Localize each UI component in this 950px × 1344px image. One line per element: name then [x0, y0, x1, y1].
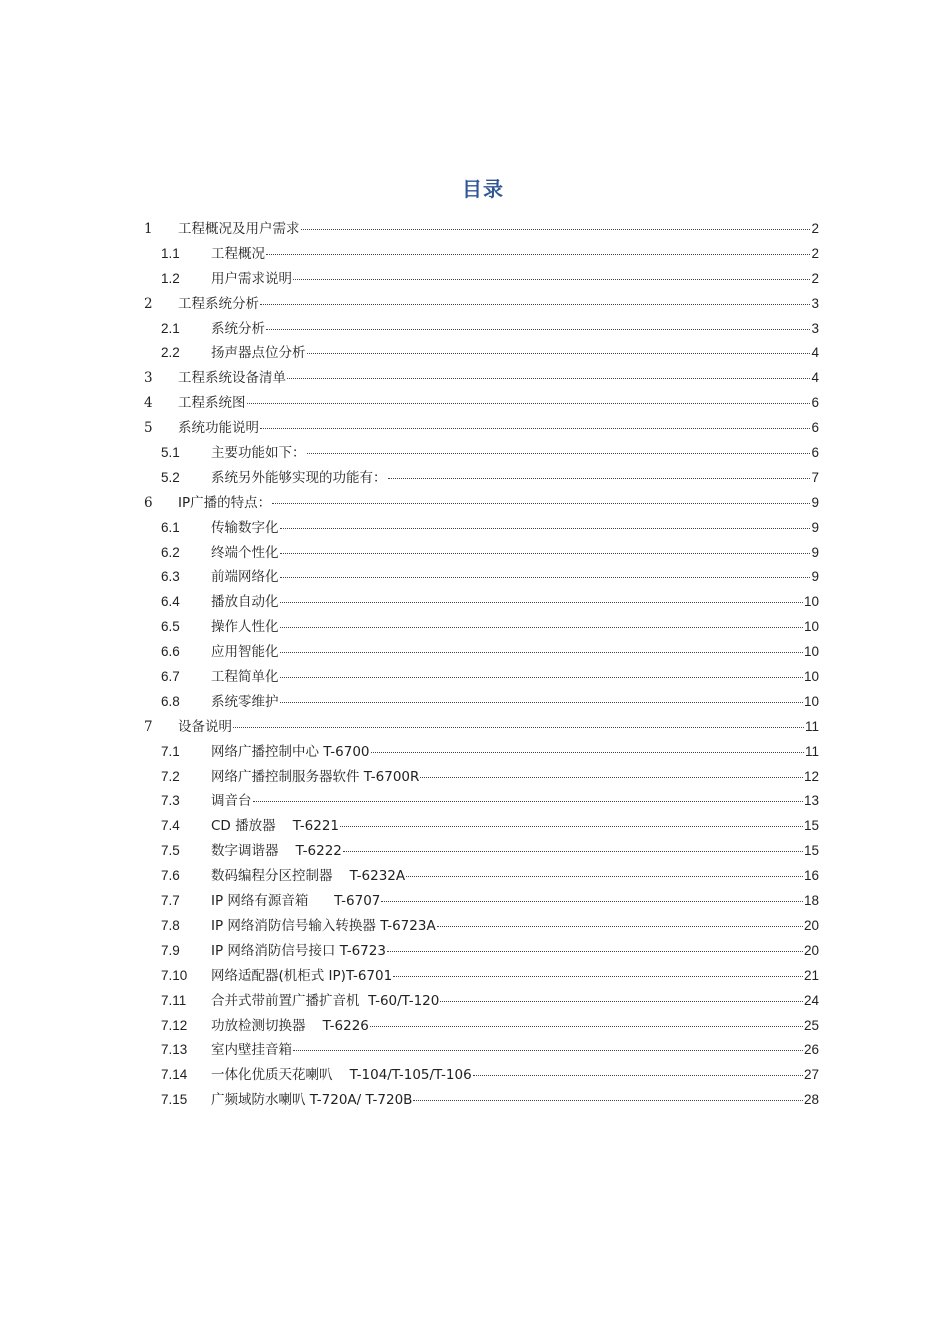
toc-entry[interactable] — [144, 814, 819, 839]
toc-entry-number: 6.4 — [161, 594, 180, 610]
toc-entry[interactable] — [144, 839, 819, 864]
toc-entry[interactable] — [144, 590, 819, 615]
toc-entry-page-number: 11 — [804, 718, 819, 734]
toc-entry[interactable] — [144, 366, 819, 391]
toc-entry-page-number: 24 — [803, 992, 819, 1008]
toc-entry-title: 系统分析 — [211, 320, 265, 337]
toc-entry[interactable] — [144, 516, 819, 541]
toc-entry-number: 7.5 — [161, 843, 180, 859]
toc-entry-title: 网络适配器(机柜式 IP)T-6701 — [211, 967, 393, 984]
dot-leader — [266, 328, 810, 330]
toc-entry-title: 系统功能说明 — [178, 420, 259, 437]
toc-entry-title: IP广播的特点： — [178, 494, 272, 511]
dot-leader — [387, 950, 803, 952]
toc-entry-number: 2 — [144, 295, 153, 312]
toc-entry-page-number: 18 — [803, 893, 819, 909]
dot-leader — [307, 452, 811, 454]
toc-entry-number: 7.8 — [161, 917, 180, 933]
toc-entry-page-number: 9 — [811, 544, 819, 560]
dot-leader — [406, 875, 803, 877]
dot-leader — [293, 1049, 803, 1051]
toc-entry-page-number: 25 — [803, 1017, 819, 1033]
dot-leader — [280, 576, 811, 578]
toc-entry-number: 7.1 — [161, 743, 180, 759]
toc-entry-title: 扬声器点位分析 — [211, 345, 306, 362]
toc-entry[interactable] — [144, 541, 819, 566]
dot-leader — [420, 776, 803, 778]
toc-entry[interactable] — [144, 341, 819, 366]
toc-entry[interactable] — [144, 889, 819, 914]
toc-entry[interactable] — [144, 466, 819, 491]
toc-entry[interactable] — [144, 317, 819, 342]
toc-entry-page-number: 10 — [803, 644, 819, 660]
toc-entry[interactable] — [144, 1014, 819, 1039]
toc-entry[interactable] — [144, 939, 819, 964]
toc-entry-number: 6.3 — [161, 569, 180, 585]
dot-leader — [473, 1074, 803, 1076]
toc-entry[interactable] — [144, 964, 819, 989]
dot-leader — [287, 377, 810, 379]
toc-entry-title: 合并式带前置广播扩音机 T-60/T-120 — [211, 992, 440, 1009]
toc-entry-number: 6.2 — [161, 544, 180, 560]
toc-entry-title: 前端网络化 — [211, 569, 279, 586]
dot-leader — [381, 900, 803, 902]
toc-entry-number: 5.1 — [161, 445, 180, 461]
toc-entry[interactable] — [144, 740, 819, 765]
toc-entry-title: 系统另外能够实现的功能有： — [211, 469, 387, 486]
dot-leader — [280, 676, 803, 678]
toc-entry-page-number: 2 — [811, 221, 819, 236]
toc-entry[interactable] — [144, 989, 819, 1014]
toc-entry-page-number: 15 — [803, 818, 819, 834]
toc-entry-title: 用户需求说明 — [211, 270, 292, 287]
toc-entry-title: 功放检测切换器 T-6226 — [211, 1017, 369, 1034]
dot-leader — [440, 1000, 803, 1002]
toc-entry-title: 室内壁挂音箱 — [211, 1042, 292, 1059]
toc-entry-page-number: 10 — [803, 693, 819, 709]
toc-entry-title: 系统零维护 — [211, 693, 279, 710]
toc-entry-page-number: 4 — [811, 345, 819, 361]
toc-entry-title: 工程系统图 — [178, 395, 246, 412]
toc-entry-title: 应用智能化 — [211, 644, 279, 661]
toc-entry-page-number: 20 — [803, 942, 819, 958]
dot-leader — [293, 278, 810, 280]
toc-entry-page-number: 6 — [811, 395, 819, 411]
toc-entry-title: CD 播放器 T-6221 — [211, 818, 340, 835]
toc-entry-title: IP 网络有源音箱 T-6707 — [211, 893, 381, 910]
dot-leader — [413, 1099, 803, 1101]
toc-entry-page-number: 6 — [811, 420, 819, 436]
toc-entry-number: 7.9 — [161, 942, 180, 958]
toc-entry-page-number: 27 — [803, 1067, 819, 1083]
toc-entry[interactable] — [144, 789, 819, 814]
toc-entry-number: 5 — [144, 420, 153, 437]
toc-entry[interactable] — [144, 267, 819, 292]
toc-entry-title: 工程系统分析 — [178, 295, 259, 312]
toc-entry-page-number: 9 — [811, 494, 819, 510]
toc-entry[interactable] — [144, 1088, 819, 1113]
toc-entry[interactable] — [144, 864, 819, 889]
toc-entry-number: 7.13 — [161, 1042, 188, 1058]
toc-entry-number: 1 — [144, 221, 153, 237]
dot-leader — [272, 502, 810, 504]
toc-entry-number: 7.12 — [161, 1017, 188, 1033]
toc-entry[interactable] — [144, 914, 819, 939]
toc-entry-page-number: 4 — [811, 370, 819, 386]
toc-entry-page-number: 26 — [803, 1042, 819, 1058]
dot-leader — [233, 726, 804, 728]
toc-entry-number: 7.3 — [161, 793, 180, 809]
dot-leader — [343, 850, 803, 852]
toc-entry-number: 2.2 — [161, 345, 180, 361]
toc-entry[interactable] — [144, 416, 819, 441]
toc-entry-title: 一体化优质天花喇叭 T-104/T-105/T-106 — [211, 1067, 472, 1084]
toc-entry-number: 7.14 — [161, 1067, 188, 1083]
toc-entry[interactable] — [144, 242, 819, 267]
dot-leader — [266, 253, 810, 255]
toc-entry-page-number: 12 — [803, 768, 819, 784]
dot-leader — [280, 701, 803, 703]
toc-entry-number: 7.15 — [161, 1092, 188, 1108]
toc-entry-title: 工程概况及用户需求 — [178, 221, 300, 237]
dot-leader — [280, 601, 803, 603]
toc-entry-title: 操作人性化 — [211, 619, 279, 636]
toc-entry-page-number: 15 — [803, 843, 819, 859]
toc-entry-page-number: 16 — [803, 868, 819, 884]
dot-leader — [247, 402, 811, 404]
toc-entry-number: 6.6 — [161, 644, 180, 660]
toc-entry-title: 工程简单化 — [211, 669, 279, 686]
dot-leader — [340, 825, 803, 827]
toc-entry-page-number: 2 — [811, 245, 819, 261]
toc-entry-number: 5.2 — [161, 469, 180, 485]
toc-entry[interactable] — [144, 1038, 819, 1063]
dot-leader — [388, 477, 811, 479]
toc-entry-page-number: 9 — [811, 519, 819, 535]
toc-entry[interactable] — [144, 565, 819, 590]
toc-entry-title: IP 网络消防信号输入转换器 T-6723A — [211, 917, 436, 934]
dot-leader — [253, 800, 803, 802]
dot-leader — [280, 651, 803, 653]
toc-entry-title: 播放自动化 — [211, 594, 279, 611]
toc-entry[interactable] — [144, 615, 819, 640]
toc-entry-title: 工程系统设备清单 — [178, 370, 286, 387]
dot-leader — [371, 751, 804, 753]
toc-entry-title: 主要功能如下： — [211, 445, 306, 462]
toc-entry-number: 1.2 — [161, 270, 180, 286]
toc-entry-number: 7.7 — [161, 893, 180, 909]
toc-entry-page-number: 21 — [803, 967, 819, 983]
toc-entry-number: 1.1 — [161, 245, 180, 261]
toc-entry-page-number: 10 — [803, 594, 819, 610]
dot-leader — [393, 975, 803, 977]
toc-entry-page-number: 20 — [803, 917, 819, 933]
toc-entry-title: 调音台 — [211, 793, 252, 810]
dot-leader — [370, 1025, 803, 1027]
toc-entry[interactable] — [144, 391, 819, 416]
toc-entry-number: 6.8 — [161, 693, 180, 709]
toc-entry-page-number: 3 — [811, 295, 819, 311]
dot-leader — [437, 925, 803, 927]
toc-entry-title: 终端个性化 — [211, 544, 279, 561]
toc-entry[interactable] — [144, 441, 819, 466]
toc-entry-number: 3 — [144, 370, 153, 387]
toc-entry[interactable] — [144, 217, 819, 242]
toc-entry-page-number: 10 — [803, 619, 819, 635]
toc-entry-title: 广频域防水喇叭 T-720A/ T-720B — [211, 1092, 413, 1109]
toc-entry-page-number: 3 — [811, 320, 819, 336]
toc-entry[interactable] — [144, 491, 819, 516]
toc-entry-number: 6.5 — [161, 619, 180, 635]
table-of-contents — [144, 217, 819, 1113]
dot-leader — [307, 352, 811, 354]
toc-entry[interactable] — [144, 715, 819, 740]
toc-entry-title: 传输数字化 — [211, 519, 279, 536]
dot-leader — [280, 527, 811, 529]
toc-entry-number: 4 — [144, 395, 153, 412]
dot-leader — [260, 303, 810, 305]
toc-entry-title: 网络广播控制服务器软件 T-6700R — [211, 768, 420, 785]
toc-entry[interactable] — [144, 1063, 819, 1088]
toc-entry-number: 2.1 — [161, 320, 180, 336]
toc-entry-title: 网络广播控制中心 T-6700 — [211, 743, 370, 760]
toc-entry[interactable] — [144, 665, 819, 690]
toc-entry[interactable] — [144, 640, 819, 665]
toc-entry-page-number: 13 — [803, 793, 819, 809]
toc-entry-number: 7.2 — [161, 768, 180, 784]
toc-entry-title: 工程概况 — [211, 245, 265, 262]
toc-entry-page-number: 9 — [811, 569, 819, 585]
dot-leader — [280, 552, 811, 554]
toc-entry-page-number: 7 — [811, 469, 819, 485]
toc-entry[interactable] — [144, 765, 819, 790]
toc-entry-page-number: 11 — [804, 743, 819, 759]
toc-entry-number: 6.1 — [161, 519, 180, 535]
toc-entry[interactable] — [144, 690, 819, 715]
toc-entry-title: 数字调谐器 T-6222 — [211, 843, 342, 860]
toc-entry-page-number: 6 — [811, 445, 819, 461]
toc-entry-number: 6 — [144, 494, 153, 511]
dot-leader — [301, 228, 811, 230]
toc-entry-number: 6.7 — [161, 669, 180, 685]
toc-entry-number: 7.6 — [161, 868, 180, 884]
toc-entry-page-number: 10 — [803, 669, 819, 685]
dot-leader — [280, 626, 803, 628]
toc-entry-title: 数码编程分区控制器 T-6232A — [211, 868, 406, 885]
toc-entry-number: 7 — [144, 718, 153, 735]
toc-entry-page-number: 2 — [811, 270, 819, 286]
toc-entry-page-number: 28 — [803, 1092, 819, 1108]
toc-entry-number: 7.11 — [161, 992, 187, 1008]
toc-entry-number: 7.10 — [161, 967, 188, 983]
toc-heading: 目录 — [462, 177, 504, 201]
dot-leader — [260, 427, 810, 429]
toc-entry[interactable] — [144, 292, 819, 317]
toc-entry-title: 设备说明 — [178, 718, 232, 735]
toc-entry-number: 7.4 — [161, 818, 180, 834]
toc-entry-title: IP 网络消防信号接口 T-6723 — [211, 942, 386, 959]
